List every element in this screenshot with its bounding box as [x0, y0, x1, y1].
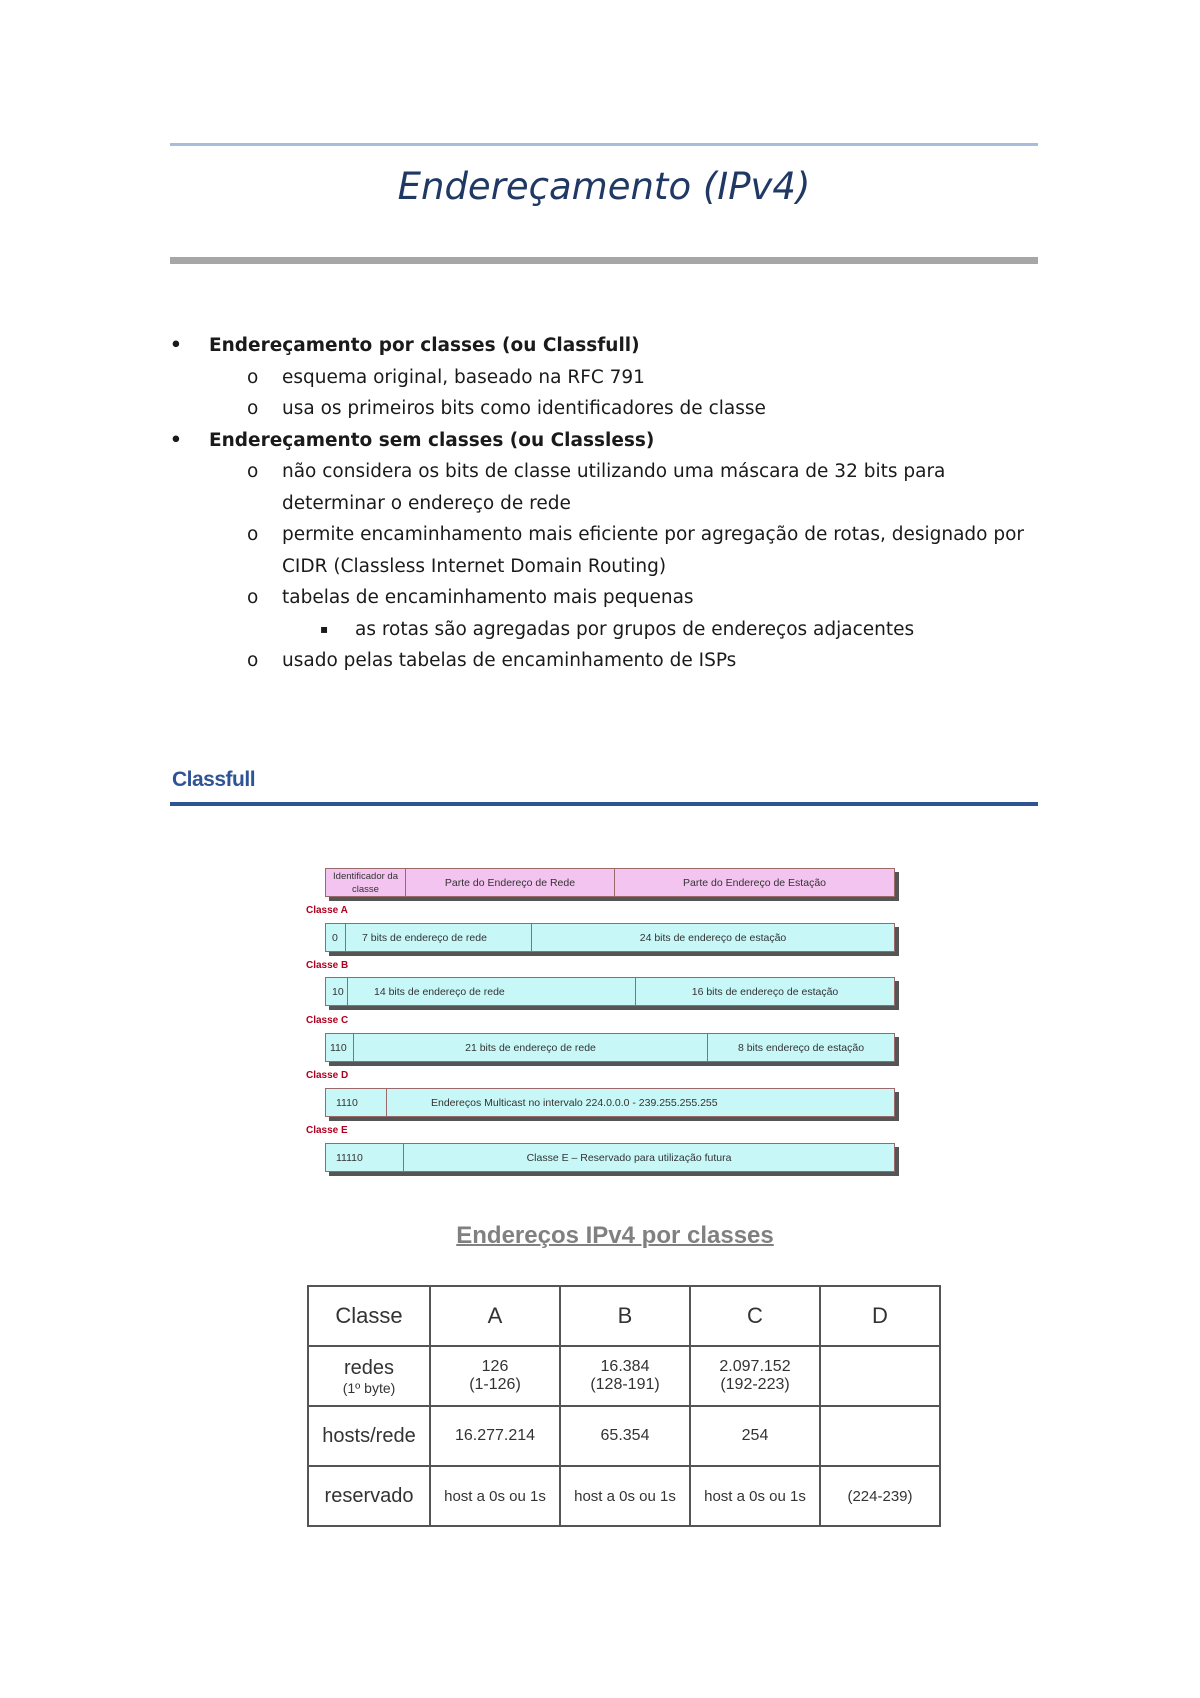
table-row [308, 1466, 940, 1526]
list-item-text: permite encaminhamento mais eficiente por agregação de rotas, designado por CIDR (Classless Internet Domain Routing) [282, 524, 1025, 577]
diagram-class-label: Classe E [306, 1125, 348, 1136]
row-label: reservado [324, 1484, 414, 1507]
bullet-icon: o [247, 587, 259, 608]
diagram-class-label: Classe A [306, 905, 348, 916]
diagram-header-network: Parte do Endereço de Rede [406, 869, 615, 896]
cell-range: (1-126) [469, 1376, 521, 1393]
bullet-icon: o [247, 524, 259, 545]
list-item-text: tabelas de encaminhamento mais pequenas [282, 587, 694, 608]
diagram-prefix-cell: 0 [326, 924, 346, 951]
table-cell: 254 [690, 1406, 820, 1466]
table-cell [820, 1346, 940, 1406]
diagram-class-label: Classe C [306, 1015, 349, 1026]
table-cell: host a 0s ou 1s [430, 1466, 560, 1526]
list-item [170, 425, 1050, 457]
bullet-icon: • [170, 335, 182, 356]
section-heading: Classfull [172, 768, 256, 791]
diagram-class-row [325, 977, 895, 1006]
diagram-network-cell: 21 bits de endereço de rede [354, 1034, 708, 1061]
list-item-text: usa os primeiros bits como identificadores de classe [282, 398, 766, 419]
diagram-class-row [325, 1033, 895, 1062]
diagram-class-label: Classe B [306, 960, 349, 971]
table-header-cell: C [690, 1286, 820, 1346]
row-label: redes [343, 1356, 395, 1379]
diagram-network-cell: Classe E – Reservado para utilização futura [526, 1151, 732, 1164]
square-bullet-icon: ▪ [320, 621, 329, 636]
row-sublabel: (1º byte) [342, 1379, 396, 1396]
diagram-class-row [325, 1088, 895, 1117]
cell-value: 126 [481, 1358, 509, 1375]
table-header-cell: B [560, 1286, 690, 1346]
table-header-cell: A [430, 1286, 560, 1346]
page-title: Endereçamento (IPv4) [397, 165, 811, 208]
diagram-header-row [325, 868, 895, 897]
table-cell [560, 1346, 690, 1406]
diagram-class-row [325, 923, 895, 952]
row-label-cell [308, 1406, 430, 1466]
diagram-network-cell: 14 bits de endereço de rede [348, 978, 636, 1005]
cell-value: 16.384 [600, 1358, 650, 1375]
diagram-prefix-cell: 10 [326, 978, 348, 1005]
section-heading-rule [170, 802, 1038, 806]
list-item [170, 614, 1050, 646]
diagram-header-host: Parte do Endereço de Estação [682, 876, 826, 889]
cell-value: 2.097.152 [719, 1358, 791, 1375]
table-row [308, 1346, 940, 1406]
list-item-text: Endereçamento por classes (ou Classfull) [209, 335, 640, 356]
diagram-class-row [325, 1143, 895, 1172]
diagram-prefix-cell: 110 [326, 1034, 354, 1061]
list-item [170, 645, 1050, 677]
list-item [170, 362, 1050, 394]
cell-range: (192-223) [720, 1376, 790, 1393]
table-cell: (224-239) [820, 1466, 940, 1526]
table-cell: host a 0s ou 1s [560, 1466, 690, 1526]
table-row [308, 1406, 940, 1466]
diagram-prefix-cell: 1110 [326, 1089, 387, 1116]
list-item [170, 582, 1050, 614]
row-label-cell [308, 1466, 430, 1526]
table-cell: host a 0s ou 1s [690, 1466, 820, 1526]
bullet-outline [170, 330, 1050, 677]
diagram-host-cell: 16 bits de endereço de estação [691, 985, 839, 998]
list-item [170, 519, 1050, 582]
diagram-network-cell: Endereços Multicast no intervalo 224.0.0.0 - 239.255.255.255 [431, 1096, 718, 1109]
diagram-network-cell: 7 bits de endereço de rede [346, 924, 532, 951]
bullet-icon: o [247, 650, 259, 671]
table-header-cell: Classe [308, 1286, 430, 1346]
list-item-text: esquema original, baseado na RFC 791 [282, 366, 645, 388]
table-header-cell: D [820, 1286, 940, 1346]
list-item-text: Endereçamento sem classes (ou Classless) [209, 429, 655, 451]
row-label: hosts/rede [322, 1424, 416, 1447]
bullet-icon: o [247, 366, 259, 388]
table-cell: 65.354 [560, 1406, 690, 1466]
diagram-class-label: Classe D [306, 1070, 349, 1081]
ipv4-classes-table [307, 1285, 941, 1527]
bullet-icon: • [170, 429, 182, 451]
table-header-row [308, 1286, 940, 1346]
diagram-header-class-id: Identificador da classe [326, 869, 406, 896]
list-item-text: não considera os bits de classe utilizando uma máscara de 32 bits para determinar o endereço de rede [282, 461, 946, 514]
title-bottom-rule [170, 257, 1038, 264]
title-top-rule [170, 143, 1038, 146]
table-cell [820, 1406, 940, 1466]
table-title: Endereços IPv4 por classes [456, 1222, 774, 1249]
bullet-icon: o [247, 461, 259, 482]
ip-class-diagram [300, 860, 900, 1180]
bullet-icon: o [247, 398, 259, 419]
list-item-text: usado pelas tabelas de encaminhamento de ISPs [282, 650, 737, 671]
row-label-cell [308, 1346, 430, 1406]
diagram-prefix-cell: 11110 [326, 1144, 404, 1171]
table-cell [690, 1346, 820, 1406]
table-cell [430, 1346, 560, 1406]
diagram-host-cell: 8 bits endereço de estação [737, 1041, 865, 1054]
list-item-text: as rotas são agregadas por grupos de endereços adjacentes [355, 618, 915, 640]
cell-range: (128-191) [590, 1376, 660, 1393]
table-cell: 16.277.214 [430, 1406, 560, 1466]
diagram-host-cell: 24 bits de endereço de estação [639, 931, 787, 944]
list-item [170, 456, 1050, 519]
list-item [170, 330, 1050, 362]
list-item [170, 393, 1050, 425]
